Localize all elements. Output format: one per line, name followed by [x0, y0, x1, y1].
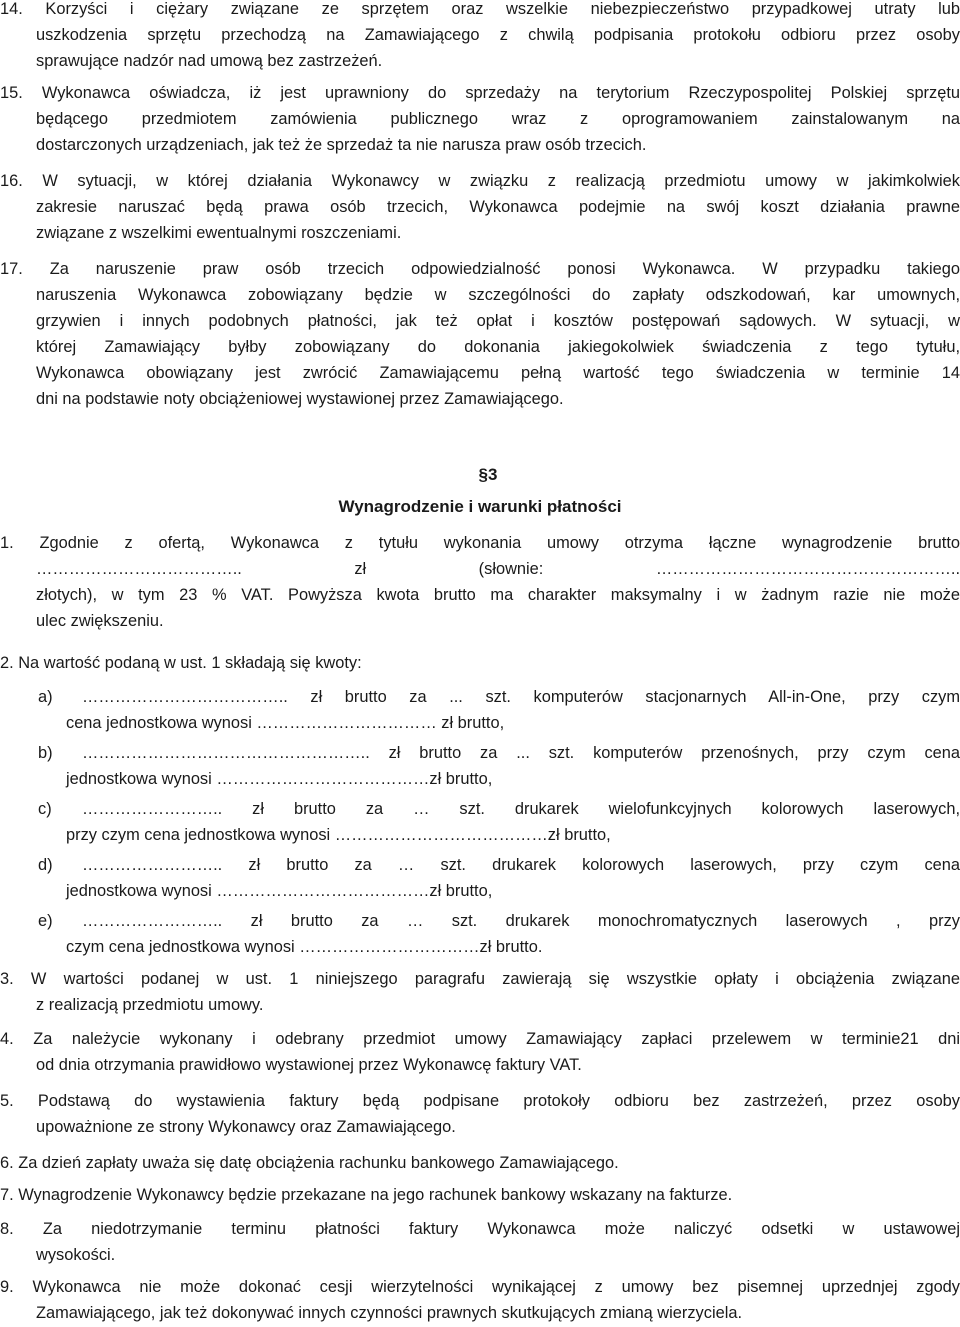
- text-line: od dnia otrzymania prawidłowo wystawionej przez Wykonawcę faktury VAT.: [36, 1056, 582, 1074]
- text-line: będącego przedmiotem zamówienia publicznego wraz z oprogramowaniem zainstalowanym na: [36, 110, 960, 128]
- text-line: 9. Wykonawca nie może dokonać cesji wierzytelności wynikającej z umowy bez pisemnej uprzednjej zgody: [0, 1278, 960, 1296]
- text-line: czym cena jednostkowa wynosi ……………………………zł brutto.: [66, 938, 543, 956]
- text-line: uszkodzenia sprzętu przechodzą na Zamawiającego z chwilą podpisania protokołu odbioru przez osoby: [36, 26, 960, 44]
- text-line: jednostkowa wynosi …………………………………zł brutto,: [66, 770, 493, 788]
- text-line: przy czym cena jednostkowa wynosi …………………………………zł brutto,: [66, 826, 611, 844]
- section-symbol: §3: [478, 465, 498, 484]
- text-line: 3. W wartości podanej w ust. 1 niniejszego paragrafu zawierają się wszystkie opłaty i obciążenia związane: [0, 970, 960, 988]
- text-line: wysokości.: [36, 1246, 116, 1264]
- text-line: upoważnione ze strony Wykonawcy oraz Zamawiającego.: [36, 1118, 456, 1136]
- text-line: 16. W sytuacji, w której działania Wykonawcy w związku z realizacją przedmiotu umowy w jakimkolwiek: [0, 172, 960, 190]
- sub-item-label-a: a): [38, 688, 53, 706]
- text-line: Wykonawca obowiązany jest zwrócić Zamawiającemu pełną wartość tego świadczenia w terminie 14: [36, 364, 960, 382]
- text-line: sprawujące nadzór nad umową bez zastrzeżeń.: [36, 52, 383, 70]
- text-line: ……………………………….. zł (słownie: ………………………………………………..: [36, 560, 960, 578]
- text-line: której Zamawiający byłby zobowiązany do dokonania jakiegokolwiek świadczenia z tego tytułu,: [36, 338, 960, 356]
- text-line: 1. Zgodnie z ofertą, Wykonawca z tytułu wykonania umowy otrzyma łączne wynagrodzenie brutto: [0, 534, 960, 552]
- text-line: 6. Za dzień zapłaty uważa się datę obciążenia rachunku bankowego Zamawiającego.: [0, 1154, 619, 1172]
- paragraph-17: [0, 256, 960, 412]
- text-line: 8. Za niedotrzymanie terminu płatności faktury Wykonawca może naliczyć odsetki w ustawowej: [0, 1220, 960, 1238]
- sub-item-e: [0, 908, 960, 960]
- text-line: jednostkowa wynosi …………………………………zł brutto,: [66, 882, 493, 900]
- text-line: cena jednostkowa wynosi …………………………… zł brutto,: [66, 714, 505, 732]
- text-line: ……………………………….. zł brutto za ... szt. komputerów stacjonarnych All-in-One, przy czym: [82, 688, 960, 706]
- section-item-9: [0, 1274, 960, 1326]
- text-line: ulec zwiększeniu.: [36, 612, 164, 630]
- text-line: 17. Za naruszenie praw osób trzecich odpowiedzialność ponosi Wykonawca. W przypadku takiego: [0, 260, 960, 278]
- text-line: …………………….. zł brutto za … szt. drukarek wielofunkcyjnych kolorowych laserowych,: [82, 800, 960, 818]
- section-item-2: [0, 650, 960, 676]
- text-line: z realizacją przedmiotu umowy.: [36, 996, 264, 1014]
- section-item-4: [0, 1026, 960, 1078]
- text-line: 2. Na wartość podaną w ust. 1 składają się kwoty:: [0, 654, 362, 672]
- section-item-3: [0, 966, 960, 1018]
- text-line: dni na podstawie noty obciążeniowej wystawionej przez Zamawiającego.: [36, 390, 564, 408]
- sub-item-b: [0, 740, 960, 792]
- paragraph-14: [0, 0, 960, 74]
- section-item-6: [0, 1150, 960, 1176]
- text-line: …………………………………………….. zł brutto za ... szt. komputerów przenośnych, przy czym cena: [82, 744, 960, 762]
- text-line: dostarczonych urządzeniach, jak też że sprzedaż ta nie narusza praw osób trzecich.: [36, 136, 647, 154]
- paragraph-16: [0, 168, 960, 246]
- text-line: zakresie naruszać będą prawa osób trzecich, Wykonawca podejmie na swój koszt działania prawne: [36, 198, 960, 216]
- text-line: 4. Za należycie wykonany i odebrany przedmiot umowy Zamawiający zapłaci przelewem w terminie21 dni: [0, 1030, 960, 1048]
- section-item-1: [0, 530, 960, 634]
- text-line: 15. Wykonawca oświadcza, iż jest uprawniony do sprzedaży na terytorium Rzeczypospolitej Polskiej sprzętu: [0, 84, 960, 102]
- text-line: 7. Wynagrodzenie Wykonawcy będzie przekazane na jego rachunek bankowy wskazany na fakturze.: [0, 1186, 733, 1204]
- text-line: grzywien i innych podobnych płatności, jak też opłat i kosztów postępowań sądowych. W sytuacji, w: [36, 312, 960, 330]
- sub-item-c: [0, 796, 960, 848]
- sub-item-label-d: d): [38, 856, 53, 874]
- paragraph-15: [0, 80, 960, 158]
- text-line: …………………….. zł brutto za … szt. drukarek kolorowych laserowych, przy czym cena: [82, 856, 960, 874]
- text-line: 14. Korzyści i ciężary związane ze sprzętem oraz wszelkie niebezpieczeństwo przypadkowej utraty lub: [0, 0, 960, 18]
- text-line: złotych), w tym 23 % VAT. Powyższa kwota brutto ma charakter maksymalny i w żadnym razie nie może: [36, 586, 960, 604]
- sub-item-label-b: b): [38, 744, 53, 762]
- sub-item-label-c: c): [38, 800, 52, 818]
- section-title: Wynagrodzenie i warunki płatności: [338, 497, 622, 516]
- text-line: …………………….. zł brutto za … szt. drukarek monochromatycznych laserowych , przy: [82, 912, 960, 930]
- sub-item-a: [0, 684, 960, 736]
- text-line: 5. Podstawą do wystawienia faktury będą podpisane protokoły odbioru bez zastrzeżeń, przez osoby: [0, 1092, 960, 1110]
- section-item-5: [0, 1088, 960, 1140]
- section-item-7: [0, 1182, 960, 1208]
- text-line: Zamawiającego, jak też dokonywać innych czynności prawnych skutkujących zmianą wierzyciela.: [36, 1304, 743, 1322]
- text-line: naruszenia Wykonawca zobowiązany będzie w szczególności do zapłaty odszkodowań, kar umownych,: [36, 286, 960, 304]
- text-line: związane z wszelkimi ewentualnymi roszczeniami.: [36, 224, 402, 242]
- sub-item-label-e: e): [38, 912, 53, 930]
- sub-item-d: [0, 852, 960, 904]
- section-item-8: [0, 1216, 960, 1268]
